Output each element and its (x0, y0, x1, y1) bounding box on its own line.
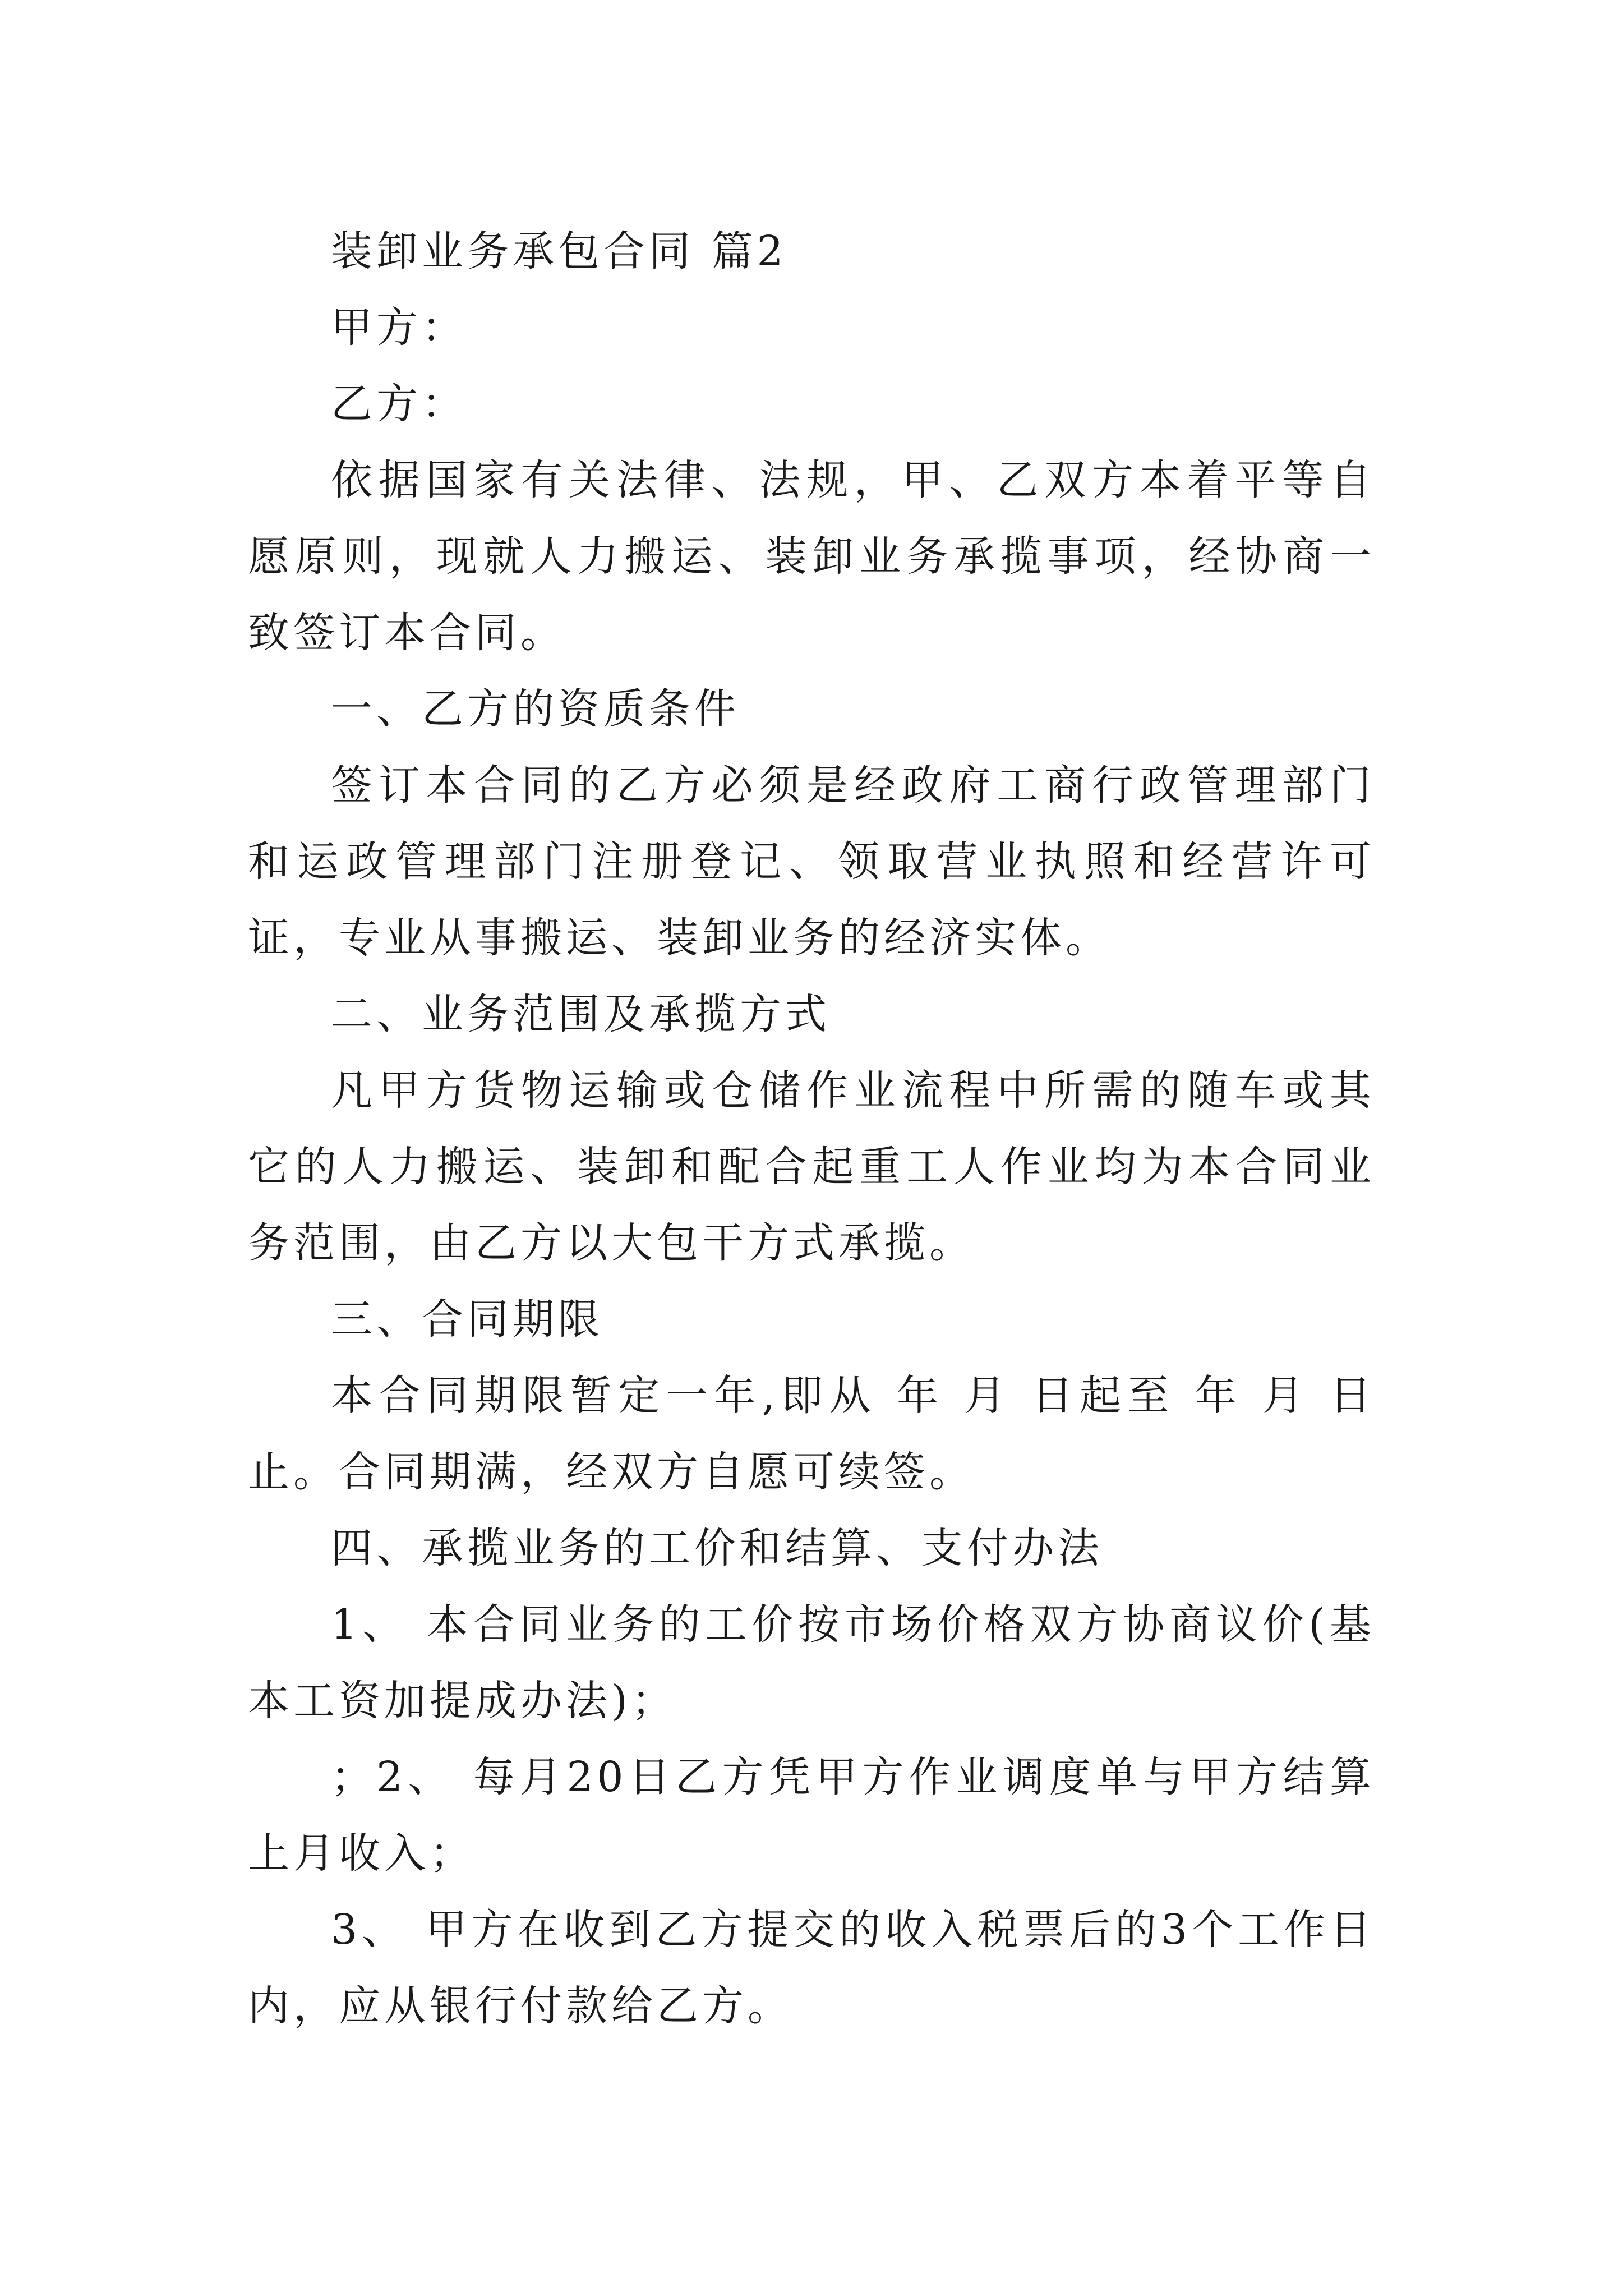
party-a-line: 甲方： (331, 303, 467, 352)
section-heading-2: 二、业务范围及承揽方式 (331, 990, 831, 1038)
section-1-paragraph: 签订本合同的乙方必须是经政府工商行政管理部门和运政管理部门注册登记、领取营业执照和经营许可证，专业从事搬运、装卸业务的经济实体。 (248, 761, 1375, 962)
clause-3-paragraph: 3、 甲方在收到乙方提交的收入税票后的3个工作日内，应从银行付款给乙方。 (248, 1906, 1375, 2030)
section-3-paragraph: 本合同期限暂定一年,即从 年 月 日起至 年 月 日止。合同期满，经双方自愿可续签。 (248, 1372, 1375, 1496)
section-heading-4: 四、承揽业务的工价和结算、支付办法 (331, 1524, 1103, 1572)
preamble-paragraph: 依据国家有关法律、法规，甲、乙双方本着平等自愿原则，现就人力搬运、装卸业务承揽事项，经协商一致签订本合同。 (248, 456, 1375, 657)
document-title: 装卸业务承包合同 篇2 (331, 227, 787, 275)
section-2-paragraph: 凡甲方货物运输或仓储作业流程中所需的随车或其它的人力搬运、装卸和配合起重工人作业均为本合同业务范围，由乙方以大包干方式承揽。 (248, 1066, 1375, 1267)
clause-1-paragraph: 1、 本合同业务的工价按市场价格双方协商议价(基本工资加提成办法)； (248, 1600, 1375, 1725)
clause-2-paragraph: ；2、 每月20日乙方凭甲方作业调度单与甲方结算上月收入； (248, 1753, 1375, 1878)
section-heading-1: 一、乙方的资质条件 (331, 685, 740, 733)
document-body (248, 213, 1375, 2044)
party-b-line: 乙方： (331, 380, 467, 428)
section-heading-3: 三、合同期限 (331, 1295, 603, 1343)
